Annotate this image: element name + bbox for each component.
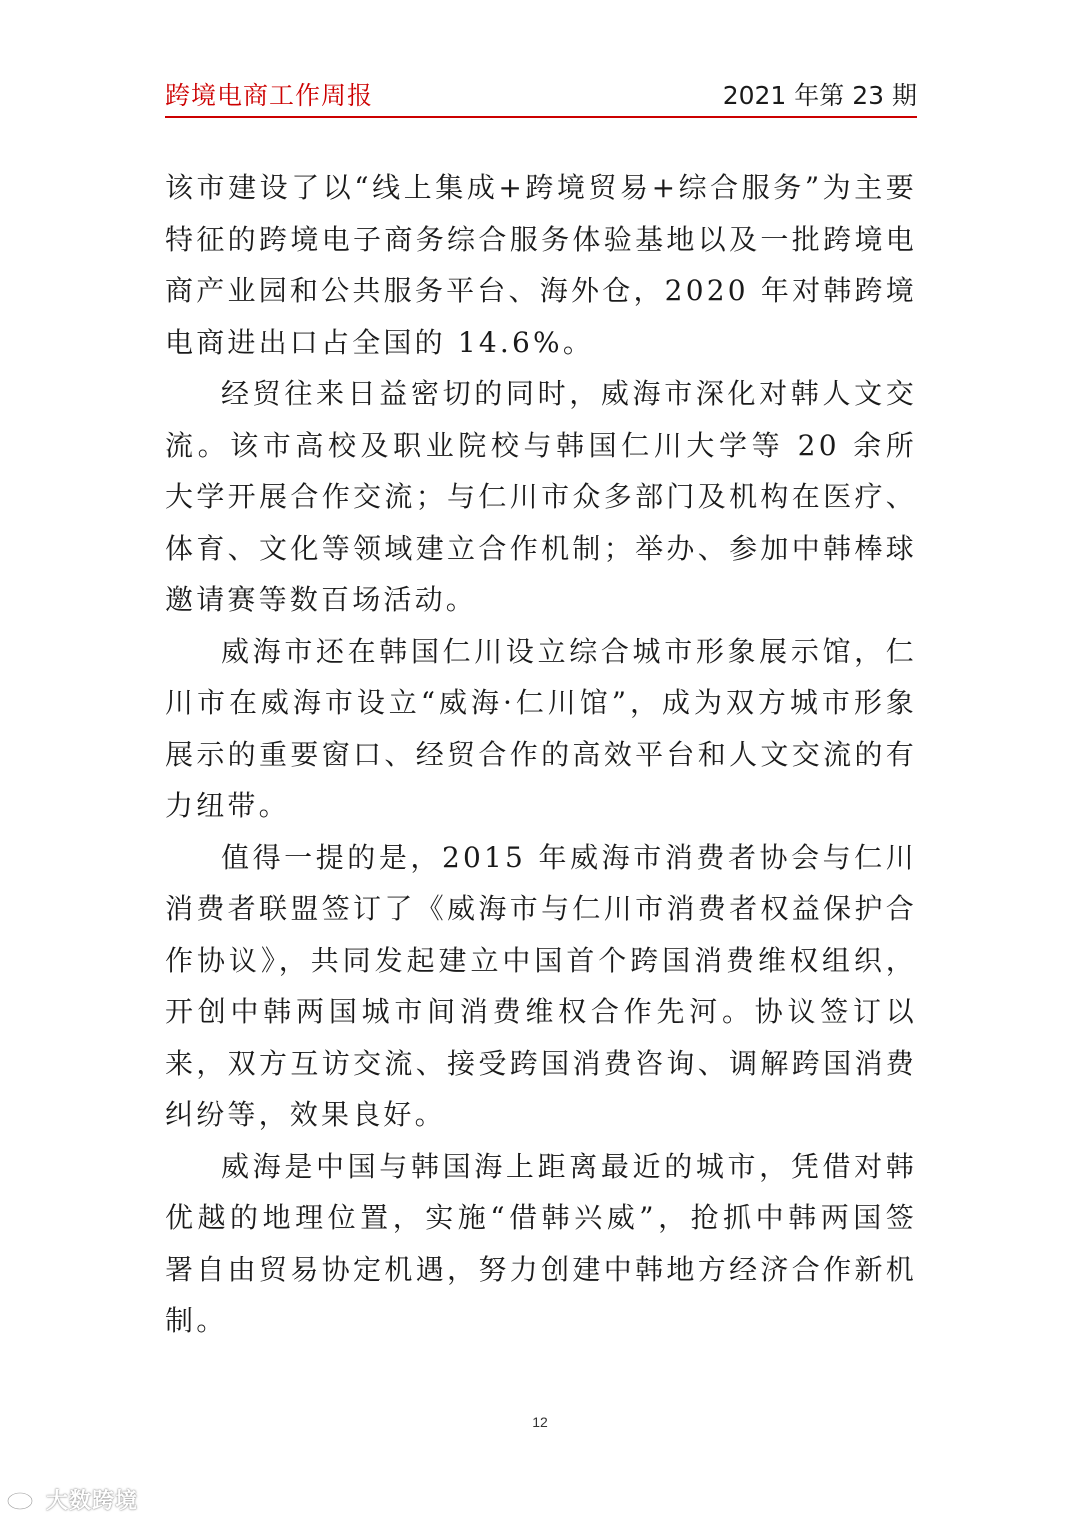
paragraph: 该市建设了以“线上集成+跨境贸易+综合服务”为主要特征的跨境电子商务综合服务体验基地以及一批跨境电商产业园和公共服务平台、海外仓，2020 年对韩跨境电商进出口占全国的 14.6%。 (165, 171, 917, 359)
issue-number: 2021 年第 23 期 (722, 81, 917, 110)
page-header (165, 74, 917, 118)
paragraph: 威海是中国与韩国海上距离最近的城市，凭借对韩优越的地理位置，实施“借韩兴威”，抢抓中韩两国签署自由贸易协定机遇，努力创建中韩地方经济合作新机制。 (165, 1149, 917, 1337)
paragraph: 经贸往来日益密切的同时，威海市深化对韩人文交流。该市高校及职业院校与韩国仁川大学等 20 余所大学开展合作交流；与仁川市众多部门及机构在医疗、体育、文化等领域建立合作机制；举办、参加中韩棒球邀请赛等数百场活动。 (165, 377, 917, 616)
paragraph: 威海市还在韩国仁川设立综合城市形象展示馆，仁川市在威海市设立“威海·仁川馆”，成为双方城市形象展示的重要窗口、经贸合作的高效平台和人文交流的有力纽带。 (165, 634, 917, 822)
page-number: 12 (532, 1414, 548, 1430)
weibo-logo-icon (6, 1485, 40, 1515)
article-body (165, 162, 917, 1347)
watermark (6, 1484, 138, 1515)
watermark-text: 大数跨境 (46, 1489, 139, 1514)
paragraph: 值得一提的是，2015 年威海市消费者协会与仁川消费者联盟签订了《威海市与仁川市消费者权益保护合作协议》，共同发起建立中国首个跨国消费维权组织，开创中韩两国城市间消费维权合作先河。协议签订以来，双方互访交流、接受跨国消费咨询、调解跨国消费纠纷等，效果良好。 (165, 840, 917, 1131)
report-title: 跨境电商工作周报 (165, 81, 374, 110)
